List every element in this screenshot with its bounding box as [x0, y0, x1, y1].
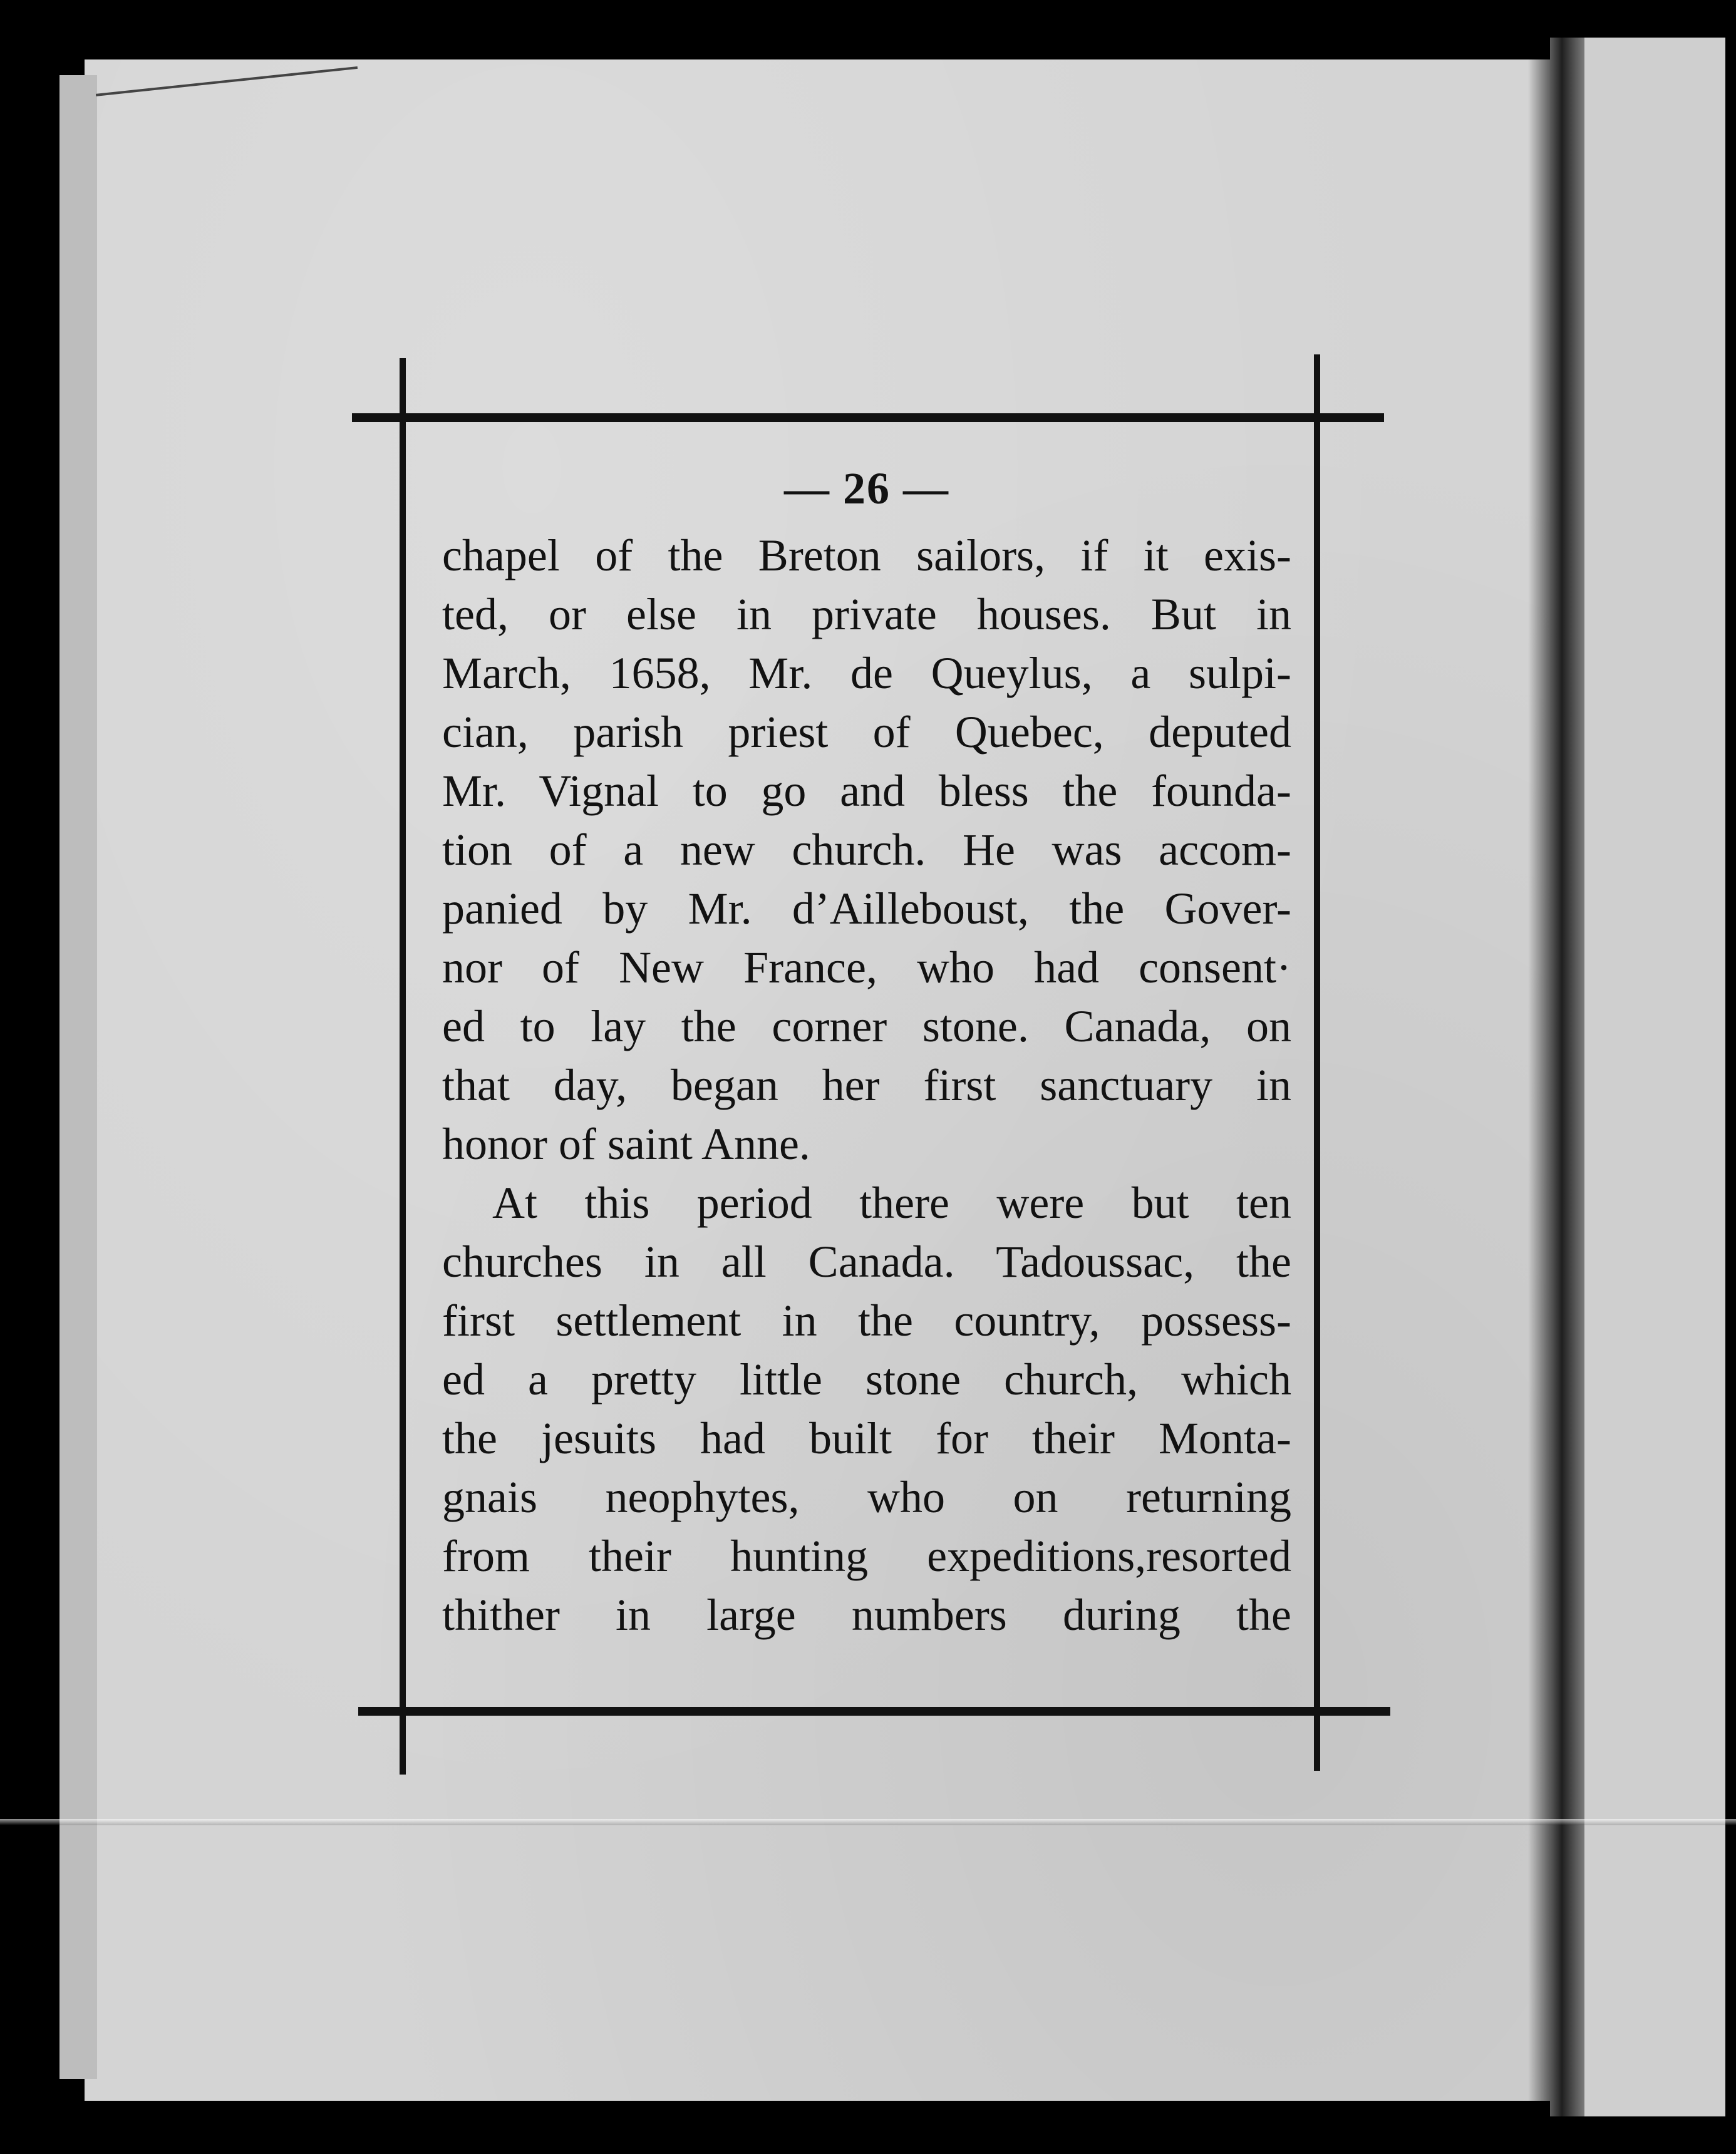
- text-line: March, 1658, Mr. de Queylus, a sulpi-: [442, 648, 1291, 698]
- text-line: first settlement in the country, possess-: [442, 1296, 1291, 1346]
- text-line: from their hunting expeditions,resorted: [442, 1531, 1291, 1581]
- text-line: At this period there were but ten: [492, 1178, 1291, 1228]
- text-line: that day, began her first sanctuary in: [442, 1060, 1291, 1110]
- text-line: the jesuits had built for their Monta-: [442, 1413, 1291, 1463]
- text-line: churches in all Canada. Tadoussac, the: [442, 1237, 1291, 1287]
- text-line: cian, parish priest of Quebec, deputed: [442, 707, 1291, 757]
- text-line: gnais neophytes, who on returning: [442, 1472, 1291, 1522]
- fold-line: [0, 1819, 1736, 1825]
- page-text: [442, 457, 1291, 1644]
- frame-top-rule: [352, 413, 1384, 422]
- text-line: ted, or else in private houses. But in: [442, 589, 1291, 639]
- frame-right-rule: [1314, 354, 1320, 1771]
- binding-shadow: [1528, 38, 1584, 2116]
- text-line: Mr. Vignal to go and bless the founda-: [442, 766, 1291, 816]
- text-line: panied by Mr. d’Ailleboust, the Gover-: [442, 884, 1291, 934]
- text-line: thither in large numbers during the: [442, 1590, 1291, 1640]
- text-line: ed a pretty little stone church, which: [442, 1354, 1291, 1404]
- page-number: — 26 —: [784, 463, 949, 513]
- frame-left-rule: [400, 358, 406, 1775]
- text-line: chapel of the Breton sailors, if it exis-: [442, 530, 1291, 580]
- text-line: ed to lay the corner stone. Canada, on: [442, 1001, 1291, 1051]
- text-line: honor of saint Anne.: [442, 1119, 810, 1169]
- frame-bottom-rule: [358, 1707, 1390, 1716]
- text-line: tion of a new church. He was accom-: [442, 825, 1291, 875]
- text-line: nor of New France, who had consent·: [442, 942, 1291, 992]
- previous-page-edge: [59, 75, 97, 2079]
